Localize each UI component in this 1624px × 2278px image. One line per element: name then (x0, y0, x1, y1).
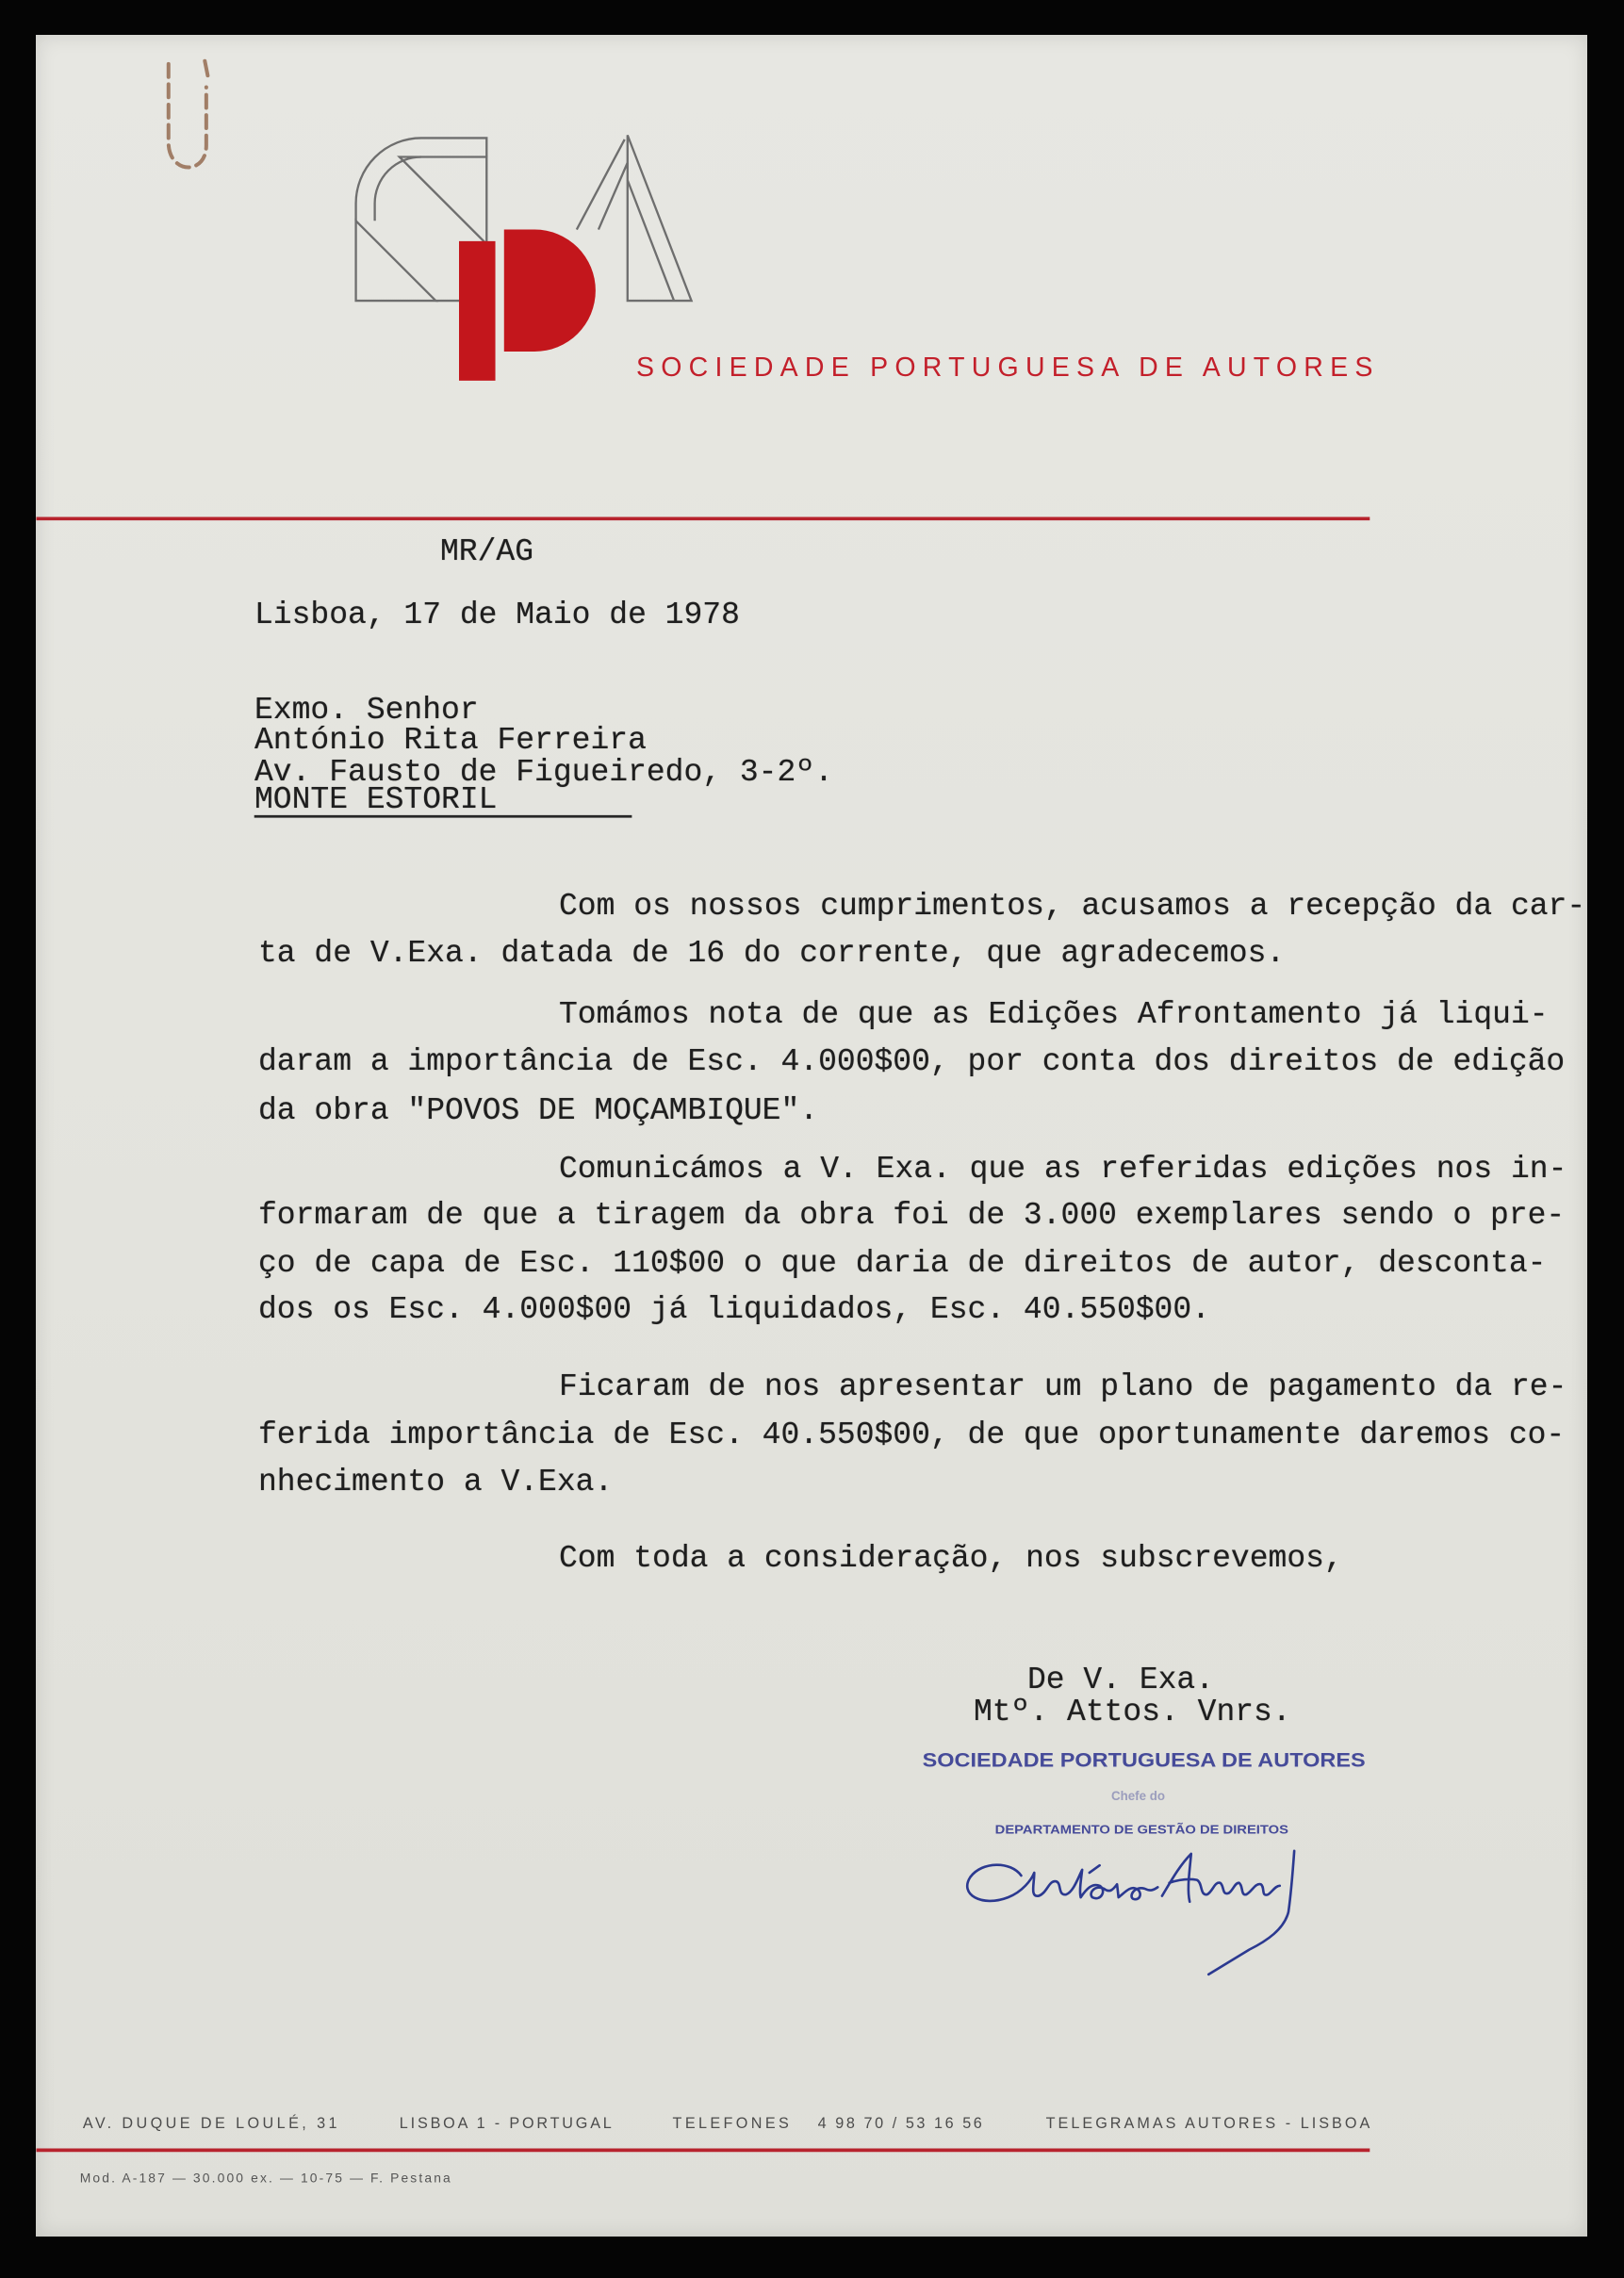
closing-line-2: Mtº. Attos. Vnrs. (974, 1695, 1291, 1729)
closing-line-1: De V. Exa. (1027, 1663, 1215, 1697)
footer-phone-numbers: 4 98 70 / 53 16 56 (817, 2115, 982, 2133)
letter-page (36, 35, 1587, 2237)
body-line: da obra "POVOS DE MOÇAMBIQUE". (258, 1093, 819, 1128)
complimentary-close: Com toda a consideração, nos subscrevemos, (559, 1541, 1343, 1576)
recipient-address: Av. Fausto de Figueiredo, 3-2º. (254, 755, 833, 790)
footer-telegrams: TELEGRAMAS AUTORES - LISBOA (1045, 2115, 1370, 2133)
recipient-city: MONTE ESTORIL (254, 782, 498, 817)
stamp-organization: SOCIEDADE PORTUGUESA DE AUTORES (922, 1749, 1366, 1772)
body-line: Tomámos nota de que as Edições Afrontamento já liqui- (559, 997, 1549, 1032)
body-line: ço de capa de Esc. 110$00 o que daria de direitos de autor, desconta- (258, 1246, 1547, 1281)
footer-phone-label: TELEFONES (672, 2115, 789, 2133)
organization-name: SOCIEDADE PORTUGUESA DE AUTORES (636, 352, 1373, 384)
reference-code: MR/AG (440, 534, 534, 569)
footer-address: AV. DUQUE DE LOULÉ, 31 (82, 2115, 337, 2133)
body-line: ferida importância de Esc. 40.550$00, de que oportunamente daremos co- (258, 1418, 1566, 1452)
body-line: Ficaram de nos apresentar um plano de pagamento da re- (559, 1369, 1567, 1404)
date-line: Lisboa, 17 de Maio de 1978 (254, 598, 740, 632)
body-line: nhecimento a V.Exa. (258, 1465, 614, 1500)
body-line: daram a importância de Esc. 4.000$00, por conta dos direitos de edição (258, 1044, 1566, 1079)
stamp-title: Chefe do (1110, 1787, 1165, 1803)
body-line: ta de V.Exa. datada de 16 do corrente, que agradecemos. (258, 936, 1286, 971)
body-line: Comunicámos a V. Exa. que as referidas edições nos in- (559, 1152, 1567, 1187)
recipient-name: António Rita Ferreira (254, 723, 647, 758)
body-line: dos os Esc. 4.000$00 já liquidados, Esc. 40.550$00. (258, 1292, 1210, 1327)
footer-city: LISBOA 1 - PORTUGAL (399, 2115, 612, 2133)
print-code: Mod. A-187 — 30.000 ex. — 10-75 — F. Pestana (79, 2170, 451, 2186)
stamp-department: DEPARTAMENTO DE GESTÃO DE DIREITOS (994, 1822, 1289, 1837)
recipient-salutation: Exmo. Senhor (254, 693, 479, 728)
body-line: formaram de que a tiragem da obra foi de 3.000 exemplares sendo o pre- (258, 1198, 1566, 1233)
body-line: Com os nossos cumprimentos, acusamos a recepção da car- (559, 889, 1586, 924)
